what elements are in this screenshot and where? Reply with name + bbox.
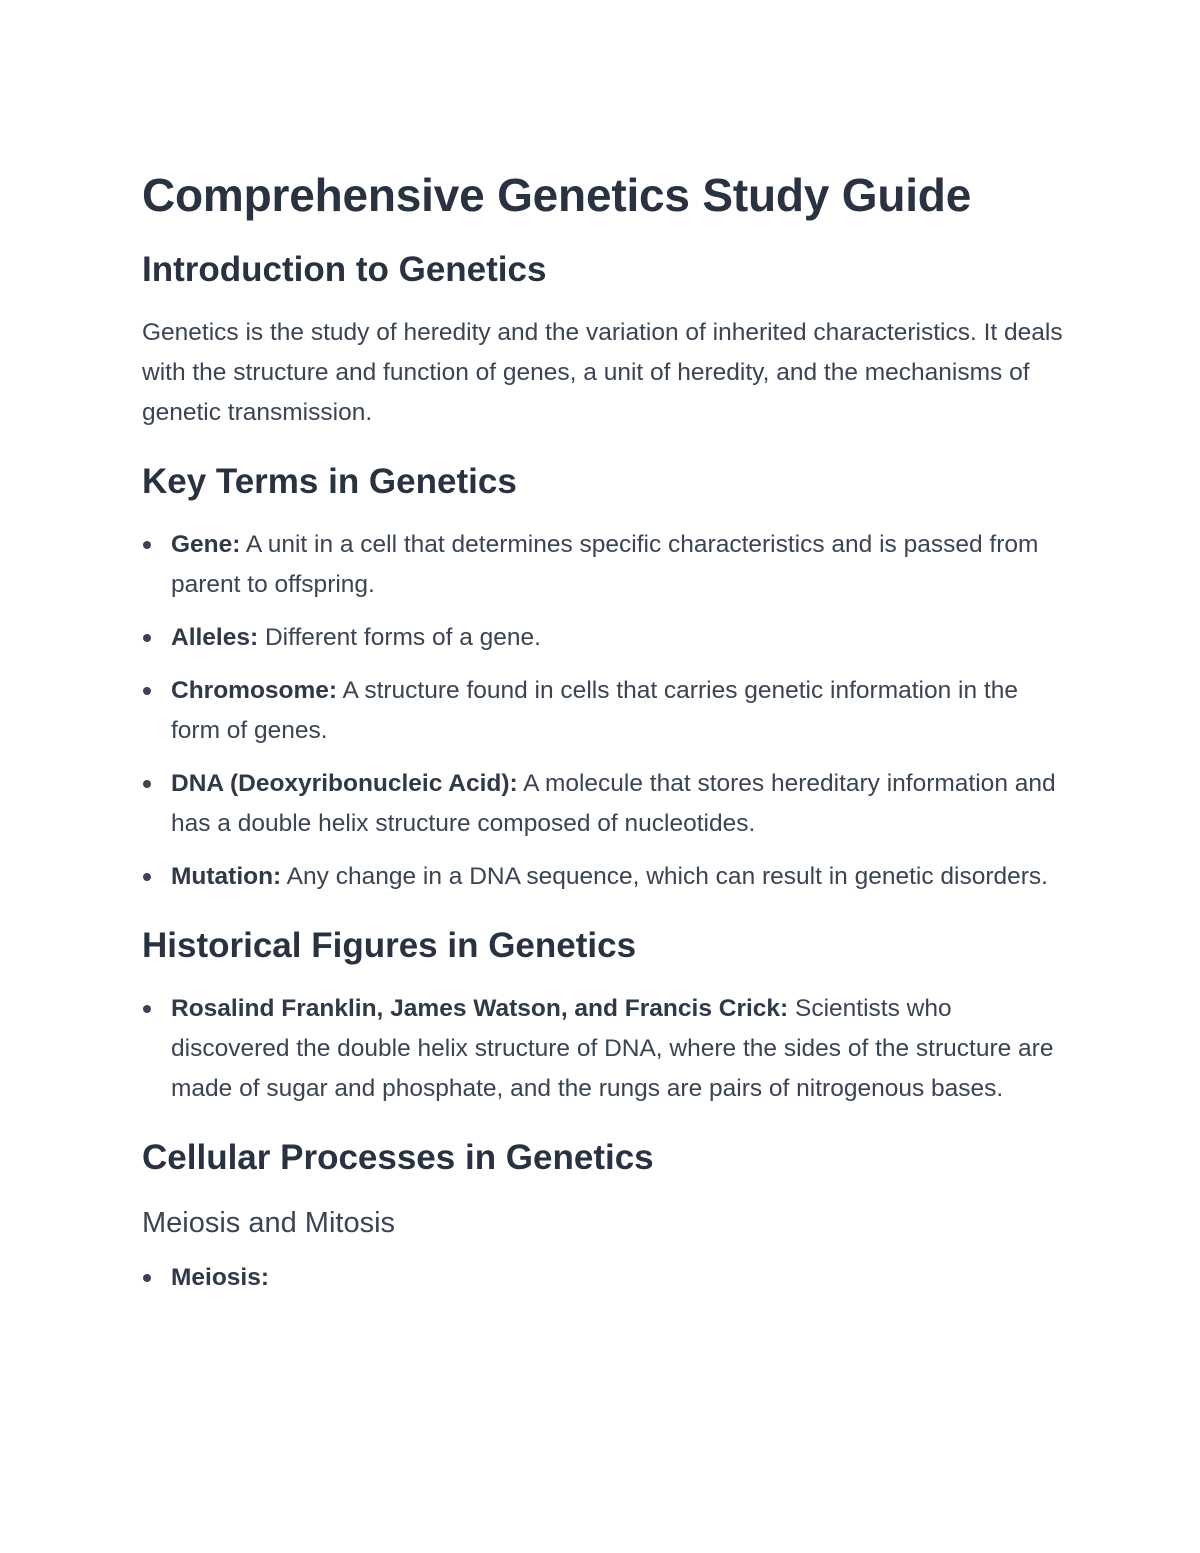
document-page [142,162,1072,1298]
term-definition: Any change in a DNA sequence, which can result in genetic disorders. [281,863,1048,890]
section-heading-historical-figures: Historical Figures in Genetics [142,926,637,965]
subsection-heading-meiosis-mitosis: Meiosis and Mitosis [142,1207,396,1239]
bullet-icon [143,873,151,881]
introduction-paragraph: Genetics is the study of heredity and the variation of inherited characteristics. It deals with the structure and function of genes, a unit of heredity, and the mechanisms of genetic transmission. [142,319,1063,426]
list-item [142,989,1072,1109]
list-item [142,525,1072,605]
term-definition: A unit in a cell that determines specific characteristics and is passed from parent to offspring. [171,531,1039,598]
list-item [142,1258,1072,1298]
bullet-icon [143,1005,151,1013]
list-item [142,857,1072,897]
key-terms-list [142,525,1072,897]
term-label: Chromosome: [171,677,338,704]
bullet-icon [143,541,151,549]
bullet-icon [143,687,151,695]
term-label: Mutation: [171,863,282,890]
term-label: Rosalind Franklin, James Watson, and Francis Crick: [171,995,789,1022]
list-item [142,618,1072,658]
section-heading-cellular-processes: Cellular Processes in Genetics [142,1138,654,1177]
bullet-icon [143,1274,151,1282]
term-definition: Scientists who discovered the double helix structure of DNA, where the sides of the structure are made of sugar and phosphate, and the rungs are pairs of nitrogenous bases. [171,995,1054,1102]
term-definition: A molecule that stores hereditary information and has a double helix structure composed of nucleotides. [171,770,1056,837]
list-item [142,671,1072,751]
historical-figures-list [142,989,1072,1109]
page-title: Comprehensive Genetics Study Guide [142,169,972,221]
meiosis-mitosis-list [142,1258,1072,1298]
section-heading-key-terms: Key Terms in Genetics [142,462,517,501]
list-item [142,764,1072,844]
term-definition: A structure found in cells that carries genetic information in the form of genes. [171,677,1018,744]
term-label: Gene: [171,531,241,558]
bullet-icon [143,780,151,788]
term-label: Meiosis: [171,1264,270,1291]
section-heading-introduction: Introduction to Genetics [142,250,547,289]
bullet-icon [143,634,151,642]
term-label: DNA (Deoxyribonucleic Acid): [171,770,518,797]
term-label: Alleles: [171,624,259,651]
term-definition: Different forms of a gene. [258,624,541,651]
